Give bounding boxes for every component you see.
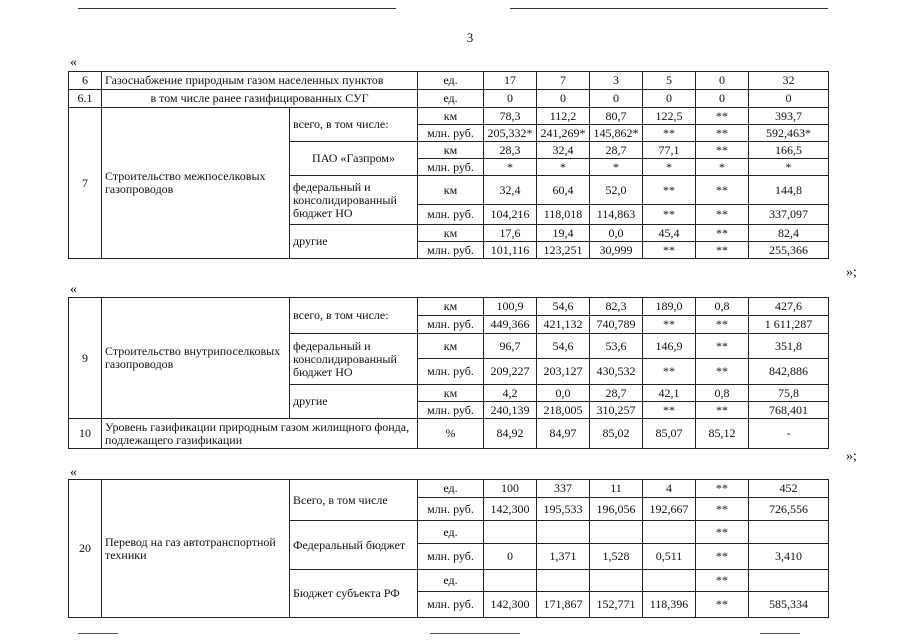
value-cell: 205,332*	[484, 125, 537, 142]
value-cell: *	[590, 159, 643, 176]
value-cell: 241,269*	[537, 125, 590, 142]
opening-quote-mark: «	[70, 282, 77, 297]
row-number: 7	[69, 108, 102, 259]
value-cell: 351,8	[749, 334, 829, 359]
value-cell: 421,132	[537, 316, 590, 334]
value-cell: 84,97	[537, 419, 590, 449]
value-cell: 78,3	[484, 108, 537, 125]
value-cell	[537, 521, 590, 544]
value-cell	[537, 570, 590, 592]
value-cell: 17,6	[484, 225, 537, 242]
unit-cell: млн. руб.	[418, 316, 484, 334]
value-cell: 45,4	[643, 225, 696, 242]
value-cell: 11	[590, 480, 643, 498]
gasification-table-part-1	[68, 71, 829, 259]
value-cell: 0	[643, 90, 696, 108]
value-cell: 32	[749, 72, 829, 90]
unit-cell: млн. руб.	[418, 544, 484, 570]
value-cell: 82,3	[590, 298, 643, 316]
value-cell: 101,116	[484, 242, 537, 259]
value-cell: 152,771	[590, 592, 643, 618]
subgroup-label: Федеральный бюджет	[290, 521, 418, 570]
value-cell: 452	[749, 480, 829, 498]
value-cell: 77,1	[643, 142, 696, 159]
value-cell: 842,886	[749, 359, 829, 385]
value-cell: **	[696, 176, 749, 205]
value-cell: **	[643, 316, 696, 334]
value-cell: **	[643, 359, 696, 385]
value-cell: 85,02	[590, 419, 643, 449]
unit-cell: км	[418, 142, 484, 159]
row-number: 6.1	[69, 90, 102, 108]
value-cell: 114,863	[590, 205, 643, 225]
table-row	[69, 480, 829, 498]
value-cell: 196,056	[590, 498, 643, 521]
value-cell	[484, 570, 537, 592]
unit-cell: млн. руб.	[418, 359, 484, 385]
unit-cell: км	[418, 108, 484, 125]
value-cell: 209,227	[484, 359, 537, 385]
table-row	[69, 72, 829, 90]
value-cell: 4	[643, 480, 696, 498]
value-cell: 53,6	[590, 334, 643, 359]
value-cell: 60,4	[537, 176, 590, 205]
value-cell: 32,4	[484, 176, 537, 205]
value-cell: 3,410	[749, 544, 829, 570]
subgroup-label: всего, в том числе:	[290, 108, 418, 142]
value-cell: 430,532	[590, 359, 643, 385]
unit-cell: км	[418, 225, 484, 242]
row-name: Строительство межпоселковых газопроводов	[102, 108, 290, 259]
value-cell: 1 611,287	[749, 316, 829, 334]
value-cell: 1,528	[590, 544, 643, 570]
unit-cell: млн. руб.	[418, 242, 484, 259]
value-cell: 203,127	[537, 359, 590, 385]
row-number: 9	[69, 298, 102, 419]
value-cell: *	[696, 159, 749, 176]
value-cell: 145,862*	[590, 125, 643, 142]
page-number: 3	[466, 30, 474, 45]
row-name: в том числе ранее газифицированных СУГ	[102, 90, 418, 108]
value-cell: 28,7	[590, 385, 643, 402]
value-cell: 0,0	[590, 225, 643, 242]
value-cell: 0	[484, 90, 537, 108]
value-cell: 3	[590, 72, 643, 90]
row-name: Газоснабжение природным газом населенных пунктов	[102, 72, 418, 90]
value-cell: 740,789	[590, 316, 643, 334]
subgroup-label: ПАО «Газпром»	[290, 142, 418, 176]
gasification-table-part-2	[68, 297, 829, 449]
row-number: 6	[69, 72, 102, 90]
subgroup-label: всего, в том числе:	[290, 298, 418, 334]
unit-cell: млн. руб.	[418, 159, 484, 176]
value-cell: *	[749, 159, 829, 176]
value-cell: 726,556	[749, 498, 829, 521]
unit-cell: ед.	[418, 72, 484, 90]
value-cell: 123,251	[537, 242, 590, 259]
unit-cell: ед.	[418, 570, 484, 592]
value-cell: 32,4	[537, 142, 590, 159]
subgroup-label: федеральный и консолидированный бюджет НО	[290, 334, 418, 385]
closing-quote-mark: »;	[846, 265, 857, 280]
value-cell: **	[696, 592, 749, 618]
value-cell: 427,6	[749, 298, 829, 316]
value-cell	[643, 521, 696, 544]
table-row	[69, 90, 829, 108]
value-cell: 80,7	[590, 108, 643, 125]
value-cell: *	[643, 159, 696, 176]
unit-cell: млн. руб.	[418, 498, 484, 521]
row-name: Уровень газификации природным газом жилищного фонда, подлежащего газификации	[102, 419, 418, 449]
value-cell: 255,366	[749, 242, 829, 259]
value-cell: 0,8	[696, 298, 749, 316]
value-cell: **	[696, 242, 749, 259]
value-cell: 28,3	[484, 142, 537, 159]
value-cell: 192,667	[643, 498, 696, 521]
value-cell: 85,12	[696, 419, 749, 449]
value-cell: 28,7	[590, 142, 643, 159]
unit-cell: км	[418, 334, 484, 359]
value-cell: 100,9	[484, 298, 537, 316]
value-cell: 118,018	[537, 205, 590, 225]
value-cell: 0	[484, 544, 537, 570]
bottom-rule	[78, 633, 118, 634]
table-row	[69, 298, 829, 316]
value-cell: 393,7	[749, 108, 829, 125]
value-cell: 146,9	[643, 334, 696, 359]
subgroup-label: другие	[290, 385, 418, 419]
value-cell: 171,867	[537, 592, 590, 618]
table-row	[69, 108, 829, 125]
value-cell: 85,07	[643, 419, 696, 449]
value-cell: **	[696, 402, 749, 419]
value-cell: **	[696, 205, 749, 225]
value-cell: **	[643, 205, 696, 225]
value-cell: 122,5	[643, 108, 696, 125]
bottom-rule	[430, 633, 520, 634]
value-cell: *	[537, 159, 590, 176]
unit-cell: км	[418, 385, 484, 402]
row-name: Строительство внутрипоселковых газопроводов	[102, 298, 290, 419]
value-cell: 144,8	[749, 176, 829, 205]
value-cell: 592,463*	[749, 125, 829, 142]
value-cell: 0	[537, 90, 590, 108]
value-cell: 96,7	[484, 334, 537, 359]
value-cell: 54,6	[537, 298, 590, 316]
subgroup-label: Бюджет субъекта РФ	[290, 570, 418, 618]
unit-cell: %	[418, 419, 484, 449]
value-cell: 75,8	[749, 385, 829, 402]
value-cell	[484, 521, 537, 544]
value-cell: 142,300	[484, 498, 537, 521]
subgroup-label: другие	[290, 225, 418, 259]
value-cell: 0	[696, 72, 749, 90]
value-cell: 82,4	[749, 225, 829, 242]
value-cell: **	[643, 242, 696, 259]
value-cell: 218,005	[537, 402, 590, 419]
value-cell: **	[696, 544, 749, 570]
value-cell: 768,401	[749, 402, 829, 419]
row-number: 20	[69, 480, 102, 618]
value-cell: 7	[537, 72, 590, 90]
value-cell: 84,92	[484, 419, 537, 449]
value-cell: **	[696, 334, 749, 359]
value-cell: 104,216	[484, 205, 537, 225]
value-cell: 112,2	[537, 108, 590, 125]
value-cell: **	[696, 316, 749, 334]
value-cell	[590, 521, 643, 544]
row-name: Перевод на газ автотранспортной техники	[102, 480, 290, 618]
value-cell: 189,0	[643, 298, 696, 316]
value-cell: 19,4	[537, 225, 590, 242]
value-cell	[749, 570, 829, 592]
value-cell: 0,511	[643, 544, 696, 570]
value-cell	[590, 570, 643, 592]
value-cell: **	[643, 402, 696, 419]
opening-quote-mark: «	[70, 55, 77, 70]
value-cell: 0,0	[537, 385, 590, 402]
unit-cell: ед.	[418, 521, 484, 544]
value-cell	[643, 570, 696, 592]
value-cell: **	[696, 108, 749, 125]
gasification-table-part-3	[68, 479, 829, 618]
value-cell: **	[696, 359, 749, 385]
unit-cell: млн. руб.	[418, 125, 484, 142]
bottom-rule	[760, 633, 800, 634]
value-cell: 195,533	[537, 498, 590, 521]
value-cell: 0,8	[696, 385, 749, 402]
value-cell: 337,097	[749, 205, 829, 225]
unit-cell: ед.	[418, 480, 484, 498]
value-cell: 585,334	[749, 592, 829, 618]
top-rule-left	[78, 8, 396, 9]
value-cell: **	[696, 225, 749, 242]
value-cell: **	[643, 176, 696, 205]
value-cell: 54,6	[537, 334, 590, 359]
value-cell: **	[696, 142, 749, 159]
value-cell: 142,300	[484, 592, 537, 618]
value-cell: *	[484, 159, 537, 176]
value-cell: 4,2	[484, 385, 537, 402]
unit-cell: км	[418, 176, 484, 205]
value-cell: **	[696, 480, 749, 498]
value-cell: 1,371	[537, 544, 590, 570]
value-cell: 52,0	[590, 176, 643, 205]
value-cell: **	[696, 498, 749, 521]
unit-cell: млн. руб.	[418, 592, 484, 618]
value-cell	[749, 521, 829, 544]
subgroup-label: Всего, в том числе	[290, 480, 418, 521]
value-cell: 17	[484, 72, 537, 90]
value-cell: 310,257	[590, 402, 643, 419]
value-cell: 5	[643, 72, 696, 90]
value-cell: 118,396	[643, 592, 696, 618]
value-cell: 240,139	[484, 402, 537, 419]
unit-cell: млн. руб.	[418, 205, 484, 225]
unit-cell: ед.	[418, 90, 484, 108]
value-cell: 0	[696, 90, 749, 108]
closing-quote-mark: »;	[846, 449, 857, 464]
unit-cell: км	[418, 298, 484, 316]
value-cell: 100	[484, 480, 537, 498]
value-cell: **	[696, 125, 749, 142]
subgroup-label: федеральный и консолидированный бюджет НО	[290, 176, 418, 225]
value-cell: 0	[749, 90, 829, 108]
value-cell: **	[696, 570, 749, 592]
value-cell: 449,366	[484, 316, 537, 334]
value-cell: 42,1	[643, 385, 696, 402]
value-cell: 30,999	[590, 242, 643, 259]
unit-cell: млн. руб.	[418, 402, 484, 419]
row-number: 10	[69, 419, 102, 449]
opening-quote-mark: «	[70, 465, 77, 480]
value-cell: **	[643, 125, 696, 142]
value-cell: 0	[590, 90, 643, 108]
value-cell: 337	[537, 480, 590, 498]
value-cell: **	[696, 521, 749, 544]
table-row	[69, 419, 829, 449]
top-rule-right	[510, 8, 828, 9]
value-cell: 166,5	[749, 142, 829, 159]
value-cell: -	[749, 419, 829, 449]
